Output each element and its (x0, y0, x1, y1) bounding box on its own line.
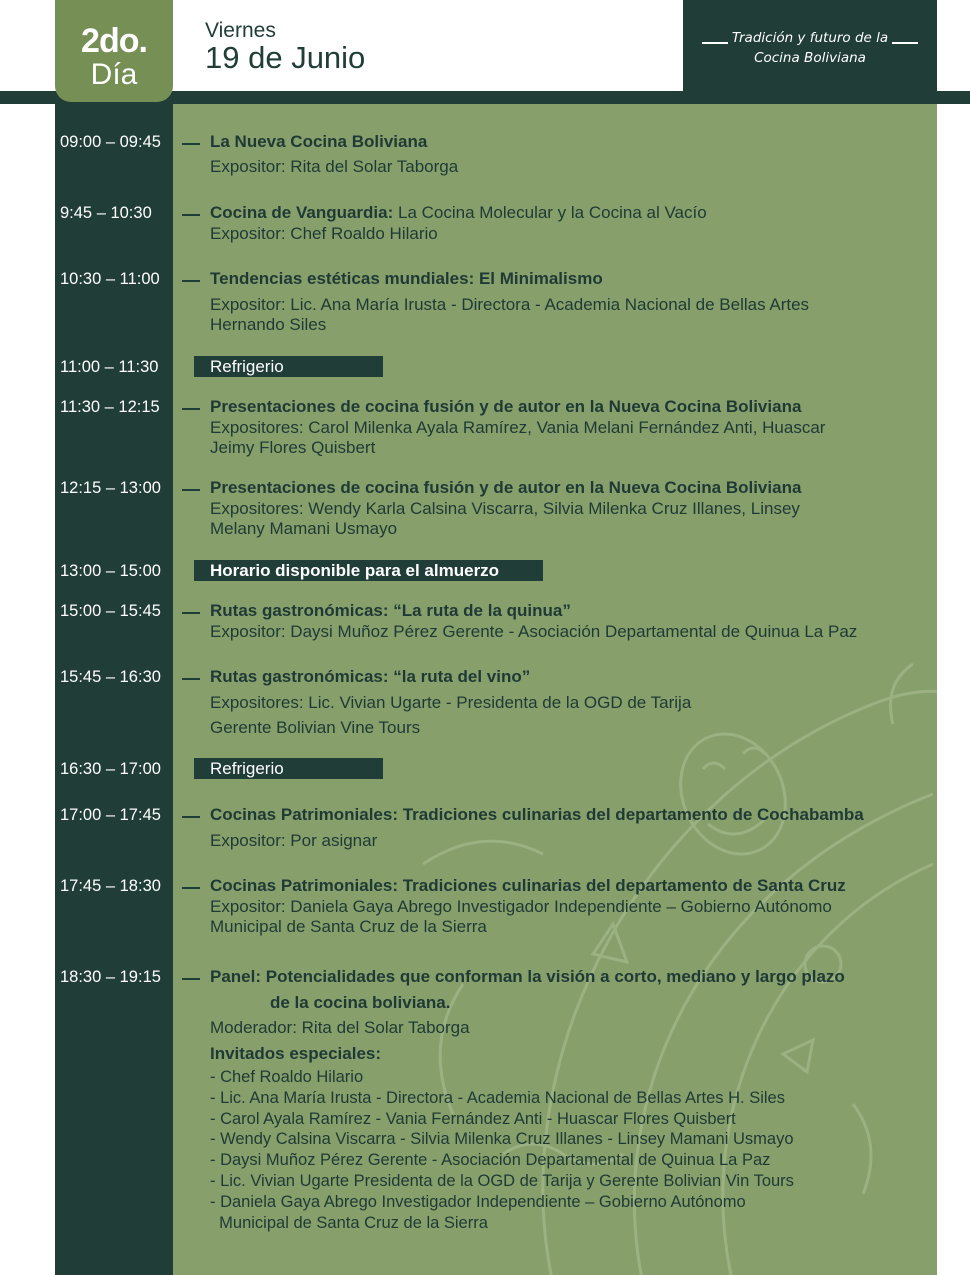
brand-box (683, 0, 937, 91)
guest-item: - Lic. Ana María Irusta - Directora - Academia Nacional de Bellas Artes H. Siles (210, 1088, 785, 1107)
time-slot: 09:00 – 09:45 (60, 133, 161, 151)
session-title: Cocinas Patrimoniales: Tradiciones culinarias del departamento de Santa Cruz (210, 876, 846, 895)
guest-item-cont: Municipal de Santa Cruz de la Sierra (210, 1213, 488, 1232)
session-title: Rutas gastronómicas: “La ruta de la quinua” (210, 601, 571, 620)
time-slot: 9:45 – 10:30 (60, 204, 152, 222)
guests-heading: Invitados especiales: (210, 1043, 382, 1063)
speaker: Expositores: Carol Milenka Ayala Ramírez, Vania Melani Fernández Anti, Huascar (210, 417, 826, 437)
guest-item: - Wendy Calsina Viscarra - Silvia Milenka Cruz Illanes - Linsey Mamani Usmayo (210, 1130, 794, 1149)
item-dash (182, 887, 200, 889)
moderator: Moderador: Rita del Solar Taborga (210, 1018, 470, 1037)
time-slot: 17:00 – 17:45 (60, 806, 161, 824)
guest-list (210, 1067, 925, 1233)
item-dash (182, 978, 200, 980)
speaker-cont: Melany Mamani Usmayo (210, 519, 398, 538)
time-slot: 17:45 – 18:30 (60, 877, 161, 895)
panel-title: Panel: Potencialidades que conforman la visión a corto, mediano y largo plazo (210, 967, 845, 986)
speaker: Expositor: Chef Roaldo Hilario (210, 223, 438, 243)
time-slot: 18:30 – 19:15 (60, 968, 161, 986)
speaker: Expositor: Por asignar (210, 830, 378, 850)
item-dash (182, 678, 200, 680)
item-dash (182, 143, 200, 145)
session-title: Tendencias estéticas mundiales: El Minimalismo (210, 269, 603, 288)
panel-title-cont: de la cocina boliviana. (270, 992, 451, 1012)
speaker-cont: Jeimy Flores Quisbert (210, 438, 376, 457)
speaker: Expositor: Daysi Muñoz Pérez Gerente - Asociación Departamental de Quinua La Paz (210, 621, 858, 641)
guest-item: - Daniela Gaya Abrego Investigador Independiente – Gobierno Autónomo (210, 1192, 746, 1211)
time-slot: 15:00 – 15:45 (60, 602, 161, 620)
brand-dash-left (702, 42, 728, 44)
time-slot: 12:15 – 13:00 (60, 479, 161, 497)
item-dash (182, 408, 200, 410)
time-slot: 10:30 – 11:00 (60, 270, 160, 288)
guest-item: - Chef Roaldo Hilario (210, 1068, 364, 1086)
guest-item: - Daysi Muñoz Pérez Gerente - Asociación Departamental de Quinua La Paz (210, 1151, 771, 1170)
session-title: Presentaciones de cocina fusión y de autor en la Nueva Cocina Boliviana (210, 397, 802, 416)
brand-line-1: Tradición y futuro de la (731, 30, 889, 46)
item-dash (182, 280, 200, 282)
date: 19 de Junio (205, 40, 366, 75)
brand-dash-right (892, 42, 918, 44)
item-dash (182, 489, 200, 491)
guest-item: - Lic. Vivian Ugarte Presidenta de la OGD de Tarija y Gerente Bolivian Vin Tours (210, 1171, 794, 1190)
speaker-cont: Hernando Siles (210, 315, 327, 334)
brand-line-2: Cocina Boliviana (754, 50, 866, 66)
time-slot: 15:45 – 16:30 (60, 668, 161, 686)
time-slot: 13:00 – 15:00 (60, 562, 161, 580)
weekday: Viernes (205, 19, 276, 42)
speaker: Expositor: Lic. Ana María Irusta - Directora - Academia Nacional de Bellas Artes (210, 294, 810, 314)
session-title: Cocinas Patrimoniales: Tradiciones culinarias del departamento de Cochabamba (210, 805, 864, 824)
day-word: Día (90, 58, 138, 91)
session-title: Cocina de Vanguardia: La Cocina Molecular y la Cocina al Vacío (210, 203, 707, 222)
session-title: Rutas gastronómicas: “la ruta del vino” (210, 667, 531, 686)
speaker: Expositor: Daniela Gaya Abrego Investigador Independiente – Gobierno Autónomo (210, 896, 832, 916)
item-dash (182, 214, 200, 216)
day-badge (55, 0, 173, 102)
speaker-cont: Gerente Bolivian Vine Tours (210, 718, 421, 737)
session-title: La Nueva Cocina Boliviana (210, 132, 428, 151)
time-slot: 11:00 – 11:30 (60, 358, 159, 376)
break-label: Refrigerio (194, 758, 383, 779)
date-block (205, 20, 365, 74)
item-dash (182, 816, 200, 818)
break-label: Refrigerio (194, 356, 383, 377)
time-slot: 11:30 – 12:15 (60, 398, 160, 416)
speaker-cont: Municipal de Santa Cruz de la Sierra (210, 917, 487, 936)
item-dash (182, 612, 200, 614)
speaker: Expositor: Rita del Solar Taborga (210, 156, 459, 176)
day-number: 2do. (81, 22, 147, 60)
speaker: Expositores: Wendy Karla Calsina Viscarra, Silvia Milenka Cruz Illanes, Linsey (210, 498, 800, 518)
speaker: Expositores: Lic. Vivian Ugarte - Presidenta de la OGD de Tarija (210, 692, 692, 712)
session-title: Presentaciones de cocina fusión y de autor en la Nueva Cocina Boliviana (210, 478, 802, 497)
guest-item: - Carol Ayala Ramírez - Vania Fernández Anti - Huascar Flores Quisbert (210, 1109, 736, 1128)
time-slot: 16:30 – 17:00 (60, 760, 161, 778)
lunch-label: Horario disponible para el almuerzo (194, 560, 543, 581)
